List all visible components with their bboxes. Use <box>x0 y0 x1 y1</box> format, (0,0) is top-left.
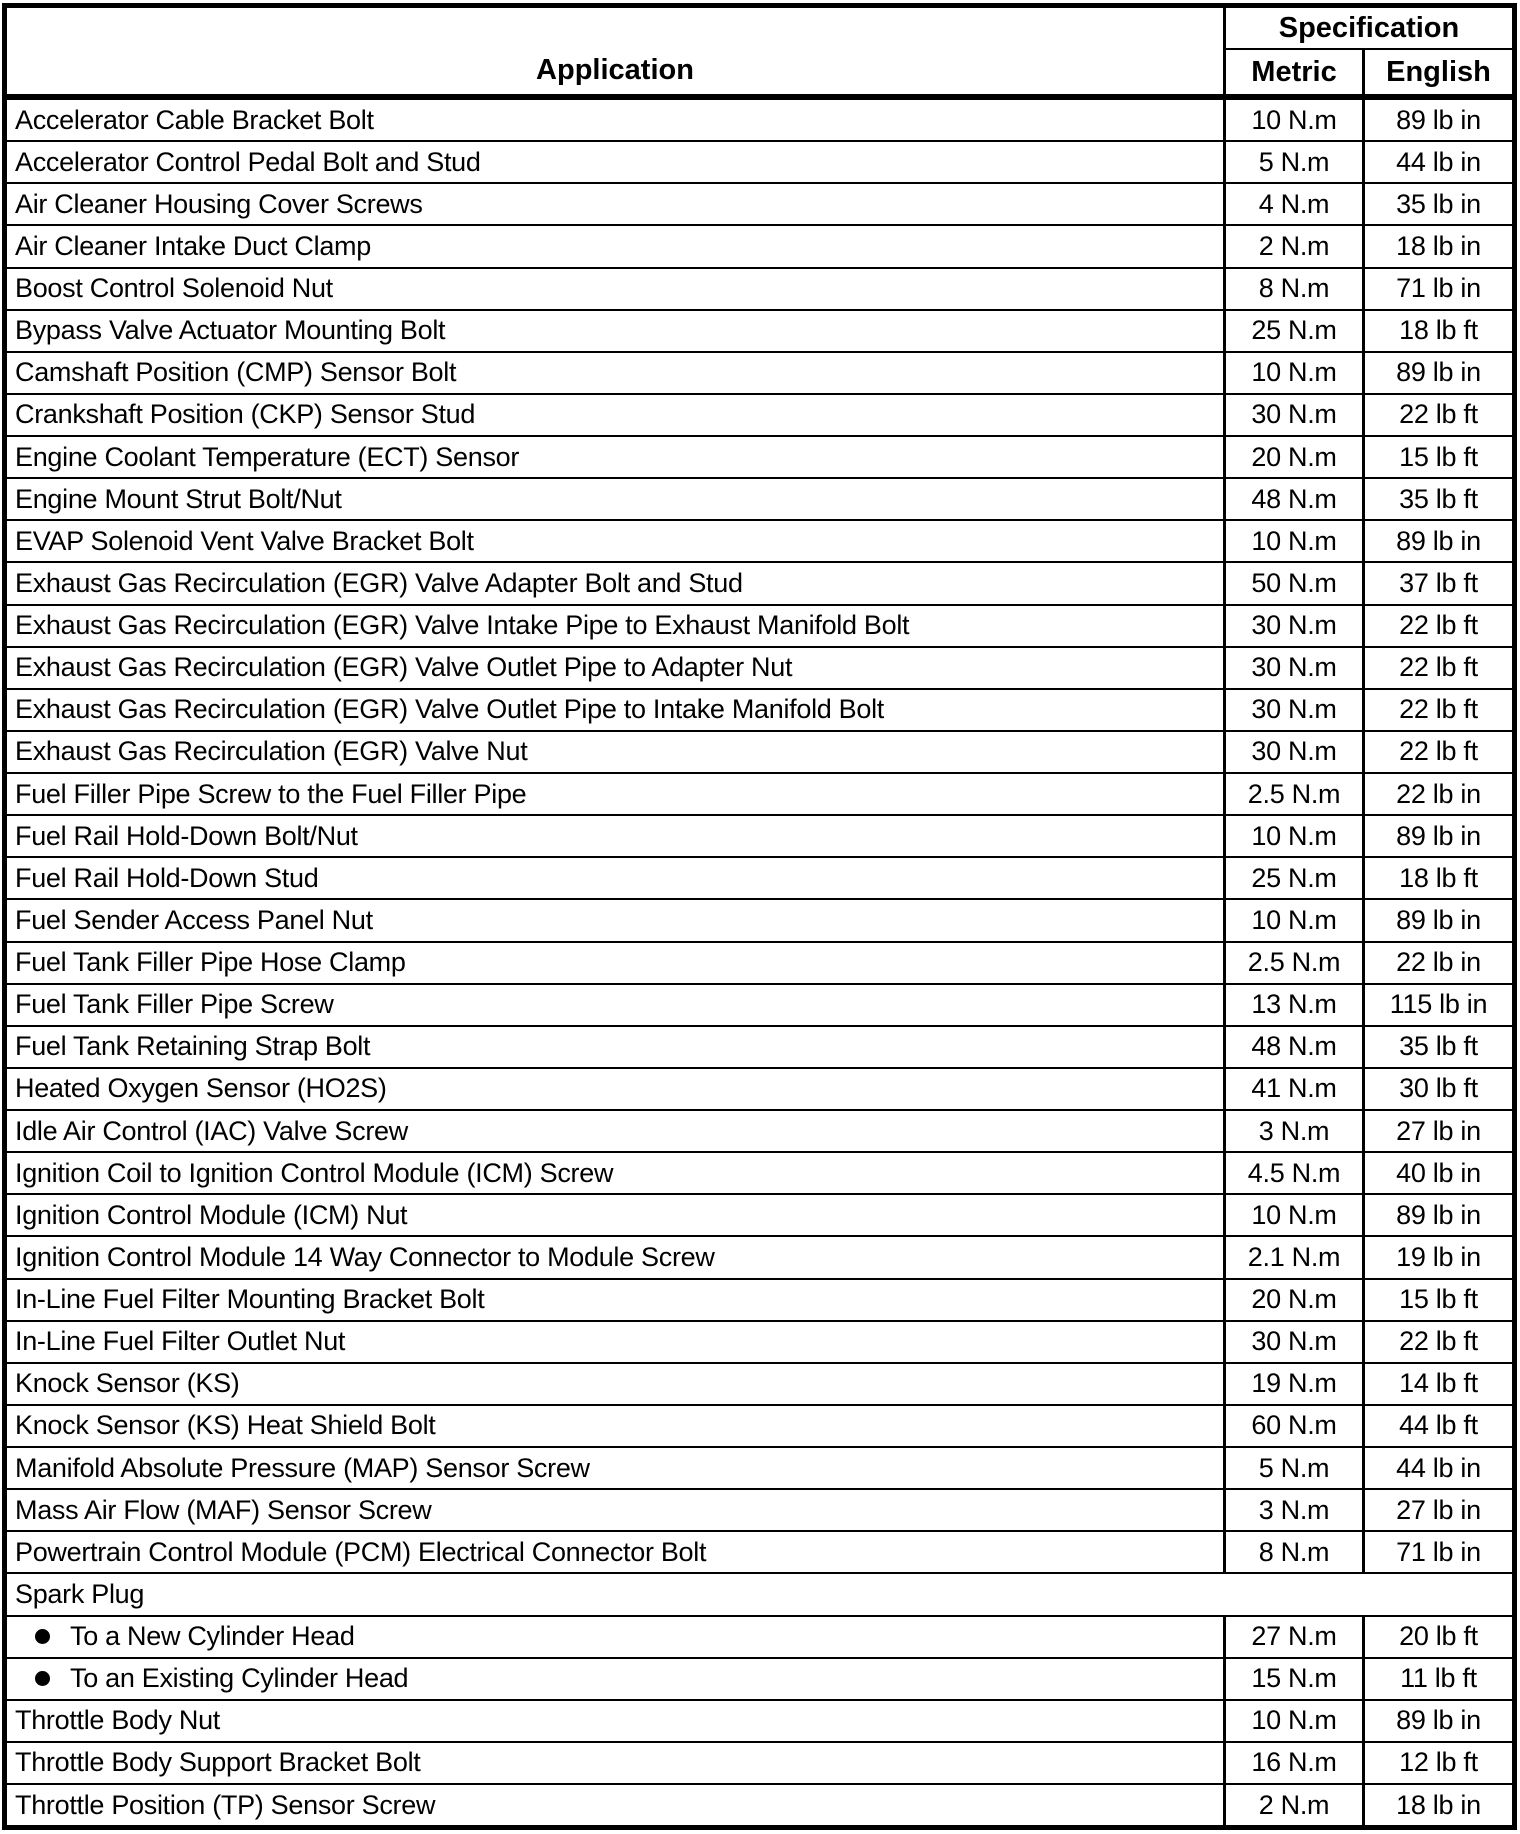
table-row <box>7 184 1512 226</box>
table-row <box>7 142 1512 184</box>
application-cell <box>7 1406 1223 1446</box>
application-label: Air Cleaner Housing Cover Screws <box>15 188 423 219</box>
metric-value-cell: 2.5 N.m <box>1223 774 1362 814</box>
table-row <box>7 1111 1512 1153</box>
metric-value-cell: 30 N.m <box>1223 395 1362 435</box>
application-label: Heated Oxygen Sensor (HO2S) <box>15 1073 387 1104</box>
application-cell <box>7 395 1223 435</box>
english-value-cell: 18 lb ft <box>1362 311 1512 351</box>
metric-value-cell: 10 N.m <box>1223 816 1362 856</box>
application-cell <box>7 732 1223 772</box>
application-label: To a New Cylinder Head <box>70 1621 355 1652</box>
table-row <box>7 1195 1512 1237</box>
application-label: Bypass Valve Actuator Mounting Bolt <box>15 315 446 346</box>
application-cell <box>7 100 1223 140</box>
application-cell <box>7 563 1223 603</box>
metric-value-cell: 5 N.m <box>1223 1448 1362 1488</box>
header-metric: Metric <box>1223 50 1362 94</box>
metric-value-cell: 10 N.m <box>1223 1701 1362 1741</box>
english-value-cell: 22 lb in <box>1362 774 1512 814</box>
metric-value-cell: 10 N.m <box>1223 521 1362 561</box>
english-value-cell: 14 lb ft <box>1362 1364 1512 1404</box>
english-value-cell: 89 lb in <box>1362 816 1512 856</box>
application-label: In-Line Fuel Filter Mounting Bracket Bolt <box>15 1284 485 1315</box>
application-label: Fuel Tank Filler Pipe Screw <box>15 989 334 1020</box>
application-label: Ignition Coil to Ignition Control Module (ICM) Screw <box>15 1157 614 1188</box>
english-value-cell: 89 lb in <box>1362 100 1512 140</box>
metric-value-cell: 50 N.m <box>1223 563 1362 603</box>
table-row <box>7 606 1512 648</box>
application-label: Fuel Sender Access Panel Nut <box>15 904 373 935</box>
application-cell <box>7 1069 1223 1109</box>
english-value-cell: 22 lb ft <box>1362 1322 1512 1362</box>
application-label: Mass Air Flow (MAF) Sensor Screw <box>15 1494 432 1525</box>
table-row <box>7 1659 1512 1701</box>
application-cell <box>7 816 1223 856</box>
application-label: Ignition Control Module 14 Way Connector to Module Screw <box>15 1241 715 1272</box>
english-value-cell: 12 lb ft <box>1362 1743 1512 1783</box>
english-value-cell: 19 lb in <box>1362 1237 1512 1277</box>
application-cell <box>7 1195 1223 1235</box>
application-label: Air Cleaner Intake Duct Clamp <box>15 230 371 261</box>
metric-value-cell: 16 N.m <box>1223 1743 1362 1783</box>
application-label: Throttle Body Nut <box>15 1705 220 1736</box>
english-value-cell: 115 lb in <box>1362 985 1512 1025</box>
english-value-cell: 37 lb ft <box>1362 563 1512 603</box>
application-label: To an Existing Cylinder Head <box>70 1663 409 1694</box>
application-cell <box>7 479 1223 519</box>
table-row <box>7 1027 1512 1069</box>
metric-value-cell: 2 N.m <box>1223 226 1362 266</box>
english-value-cell: 71 lb in <box>1362 269 1512 309</box>
english-value-cell: 89 lb in <box>1362 1195 1512 1235</box>
english-value-cell: 15 lb ft <box>1362 437 1512 477</box>
table-row <box>7 437 1512 479</box>
application-label: Fuel Tank Retaining Strap Bolt <box>15 1031 371 1062</box>
table-row <box>7 1532 1512 1574</box>
bullet-icon <box>35 1671 50 1686</box>
table-row <box>7 985 1512 1027</box>
table-row <box>7 1153 1512 1195</box>
table-row <box>7 1280 1512 1322</box>
application-cell <box>7 1617 1223 1657</box>
header-english: English <box>1362 50 1512 94</box>
metric-value-cell: 5 N.m <box>1223 142 1362 182</box>
application-label: Accelerator Cable Bracket Bolt <box>15 104 374 135</box>
torque-spec-table <box>2 3 1517 1830</box>
table-row <box>7 269 1512 311</box>
metric-value-cell: 48 N.m <box>1223 1027 1362 1067</box>
table-row <box>7 521 1512 563</box>
application-label: Exhaust Gas Recirculation (EGR) Valve Intake Pipe to Exhaust Manifold Bolt <box>15 610 910 641</box>
table-row <box>7 563 1512 605</box>
application-cell <box>7 774 1223 814</box>
english-value-cell: 22 lb in <box>1362 943 1512 983</box>
application-label: Camshaft Position (CMP) Sensor Bolt <box>15 357 457 388</box>
english-value-cell: 89 lb in <box>1362 1701 1512 1741</box>
metric-value-cell: 20 N.m <box>1223 437 1362 477</box>
table-row <box>7 816 1512 858</box>
application-label: Idle Air Control (IAC) Valve Screw <box>15 1115 408 1146</box>
table-row <box>7 1785 1512 1825</box>
table-row <box>7 1069 1512 1111</box>
metric-value-cell: 2 N.m <box>1223 1785 1362 1825</box>
metric-value-cell: 41 N.m <box>1223 1069 1362 1109</box>
english-value-cell: 22 lb ft <box>1362 648 1512 688</box>
application-label: Knock Sensor (KS) <box>15 1368 240 1399</box>
english-value-cell: 15 lb ft <box>1362 1280 1512 1320</box>
application-cell <box>7 1364 1223 1404</box>
metric-value-cell: 48 N.m <box>1223 479 1362 519</box>
english-value-cell: 71 lb in <box>1362 1532 1512 1572</box>
application-label: Boost Control Solenoid Nut <box>15 273 333 304</box>
metric-value-cell: 19 N.m <box>1223 1364 1362 1404</box>
metric-value-cell: 60 N.m <box>1223 1406 1362 1446</box>
table-row <box>7 690 1512 732</box>
metric-value-cell: 30 N.m <box>1223 690 1362 730</box>
application-label: Engine Coolant Temperature (ECT) Sensor <box>15 441 520 472</box>
application-cell <box>7 648 1223 688</box>
application-cell <box>7 858 1223 898</box>
english-value-cell: 89 lb in <box>1362 521 1512 561</box>
table-row <box>7 1448 1512 1490</box>
english-value-cell: 22 lb ft <box>1362 606 1512 646</box>
application-label: Ignition Control Module (ICM) Nut <box>15 1199 408 1230</box>
application-label: Exhaust Gas Recirculation (EGR) Valve Outlet Pipe to Intake Manifold Bolt <box>15 694 885 725</box>
application-cell <box>7 521 1223 561</box>
table-row <box>7 1364 1512 1406</box>
metric-value-cell: 2.5 N.m <box>1223 943 1362 983</box>
application-cell <box>7 184 1223 224</box>
metric-value-cell: 30 N.m <box>1223 1322 1362 1362</box>
table-row <box>7 943 1512 985</box>
application-label: Throttle Body Support Bracket Bolt <box>15 1747 421 1778</box>
application-cell <box>7 606 1223 646</box>
english-value-cell: 35 lb ft <box>1362 479 1512 519</box>
application-cell <box>7 985 1223 1025</box>
metric-value-cell: 15 N.m <box>1223 1659 1362 1699</box>
table-row <box>7 395 1512 437</box>
english-value-cell: 44 lb in <box>1362 142 1512 182</box>
table-row <box>7 900 1512 942</box>
metric-value-cell: 3 N.m <box>1223 1111 1362 1151</box>
metric-value-cell: 20 N.m <box>1223 1280 1362 1320</box>
table-row <box>7 353 1512 395</box>
application-cell <box>7 142 1223 182</box>
application-cell <box>7 269 1223 309</box>
application-cell <box>7 1490 1223 1530</box>
table-row <box>7 479 1512 521</box>
english-value-cell: 89 lb in <box>1362 353 1512 393</box>
table-row <box>7 1237 1512 1279</box>
english-value-cell: 22 lb ft <box>1362 395 1512 435</box>
english-value-cell: 44 lb ft <box>1362 1406 1512 1446</box>
metric-value-cell: 10 N.m <box>1223 353 1362 393</box>
english-value-cell: 11 lb ft <box>1362 1659 1512 1699</box>
application-label: Exhaust Gas Recirculation (EGR) Valve Adapter Bolt and Stud <box>15 567 743 598</box>
bullet-icon <box>35 1629 50 1644</box>
table-row <box>7 648 1512 690</box>
application-cell <box>7 1785 1223 1825</box>
english-value-cell: 35 lb ft <box>1362 1027 1512 1067</box>
metric-value-cell: 25 N.m <box>1223 311 1362 351</box>
metric-value-cell: 2.1 N.m <box>1223 1237 1362 1277</box>
application-cell <box>7 311 1223 351</box>
table-body <box>7 100 1512 1825</box>
metric-value-cell: 13 N.m <box>1223 985 1362 1025</box>
application-cell <box>7 690 1223 730</box>
metric-value-cell: 8 N.m <box>1223 1532 1362 1572</box>
metric-value-cell: 3 N.m <box>1223 1490 1362 1530</box>
english-value-cell: 27 lb in <box>1362 1490 1512 1530</box>
application-label: Manifold Absolute Pressure (MAP) Sensor Screw <box>15 1452 590 1483</box>
application-cell <box>7 1280 1223 1320</box>
application-cell <box>7 1532 1223 1572</box>
application-cell <box>7 1659 1223 1699</box>
application-label: Exhaust Gas Recirculation (EGR) Valve Outlet Pipe to Adapter Nut <box>15 652 793 683</box>
application-label: Engine Mount Strut Bolt/Nut <box>15 483 342 514</box>
header-specification: Specification <box>1223 8 1512 50</box>
metric-value-cell: 10 N.m <box>1223 900 1362 940</box>
application-cell <box>7 1743 1223 1783</box>
table-row <box>7 732 1512 774</box>
metric-value-cell: 4.5 N.m <box>1223 1153 1362 1193</box>
english-value-cell: 22 lb ft <box>1362 690 1512 730</box>
application-label: In-Line Fuel Filter Outlet Nut <box>15 1326 346 1357</box>
application-label: Throttle Position (TP) Sensor Screw <box>15 1789 436 1820</box>
table-row <box>7 1490 1512 1532</box>
application-cell <box>7 1027 1223 1067</box>
application-label: Fuel Rail Hold-Down Stud <box>15 862 319 893</box>
table-row <box>7 226 1512 268</box>
metric-value-cell: 10 N.m <box>1223 1195 1362 1235</box>
application-cell <box>7 1153 1223 1193</box>
table-row <box>7 1406 1512 1448</box>
application-cell <box>7 1111 1223 1151</box>
table-row <box>7 1617 1512 1659</box>
application-cell <box>7 1322 1223 1362</box>
table-row <box>7 1574 1512 1616</box>
table-row <box>7 858 1512 900</box>
application-cell <box>7 226 1223 266</box>
application-label: Fuel Rail Hold-Down Bolt/Nut <box>15 820 358 851</box>
english-value-cell: 35 lb in <box>1362 184 1512 224</box>
application-label: Fuel Filler Pipe Screw to the Fuel Filler Pipe <box>15 778 527 809</box>
application-cell <box>7 1448 1223 1488</box>
table-row <box>7 100 1512 142</box>
metric-value-cell: 4 N.m <box>1223 184 1362 224</box>
application-label: Powertrain Control Module (PCM) Electrical Connector Bolt <box>15 1536 707 1567</box>
application-label: Exhaust Gas Recirculation (EGR) Valve Nut <box>15 736 528 767</box>
metric-value-cell: 25 N.m <box>1223 858 1362 898</box>
application-label: Crankshaft Position (CKP) Sensor Stud <box>15 399 476 430</box>
english-value-cell: 18 lb in <box>1362 226 1512 266</box>
application-label: EVAP Solenoid Vent Valve Bracket Bolt <box>15 525 474 556</box>
metric-value-cell: 30 N.m <box>1223 732 1362 772</box>
english-value-cell: 20 lb ft <box>1362 1617 1512 1657</box>
metric-value-cell: 10 N.m <box>1223 100 1362 140</box>
application-label: Accelerator Control Pedal Bolt and Stud <box>15 146 481 177</box>
english-value-cell: 27 lb in <box>1362 1111 1512 1151</box>
table-row <box>7 311 1512 353</box>
application-cell <box>7 353 1223 393</box>
english-value-cell: 22 lb ft <box>1362 732 1512 772</box>
english-value-cell: 18 lb in <box>1362 1785 1512 1825</box>
metric-value-cell: 8 N.m <box>1223 269 1362 309</box>
table-row <box>7 774 1512 816</box>
metric-value-cell: 30 N.m <box>1223 606 1362 646</box>
application-cell <box>7 943 1223 983</box>
metric-value-cell: 30 N.m <box>1223 648 1362 688</box>
table-row <box>7 1701 1512 1743</box>
english-value-cell: 44 lb in <box>1362 1448 1512 1488</box>
application-label: Knock Sensor (KS) Heat Shield Bolt <box>15 1410 436 1441</box>
metric-value-cell: 27 N.m <box>1223 1617 1362 1657</box>
english-value-cell: 18 lb ft <box>1362 858 1512 898</box>
english-value-cell: 40 lb in <box>1362 1153 1512 1193</box>
application-cell <box>7 1237 1223 1277</box>
table-header <box>7 8 1512 100</box>
table-row <box>7 1322 1512 1364</box>
english-value-cell: 30 lb ft <box>1362 1069 1512 1109</box>
application-cell <box>7 1701 1223 1741</box>
application-label: Fuel Tank Filler Pipe Hose Clamp <box>15 947 406 978</box>
application-label: Spark Plug <box>15 1578 145 1609</box>
application-cell <box>7 437 1223 477</box>
table-row <box>7 1743 1512 1785</box>
header-application: Application <box>536 54 694 86</box>
english-value-cell: 89 lb in <box>1362 900 1512 940</box>
application-cell <box>7 1574 1512 1614</box>
application-cell <box>7 900 1223 940</box>
